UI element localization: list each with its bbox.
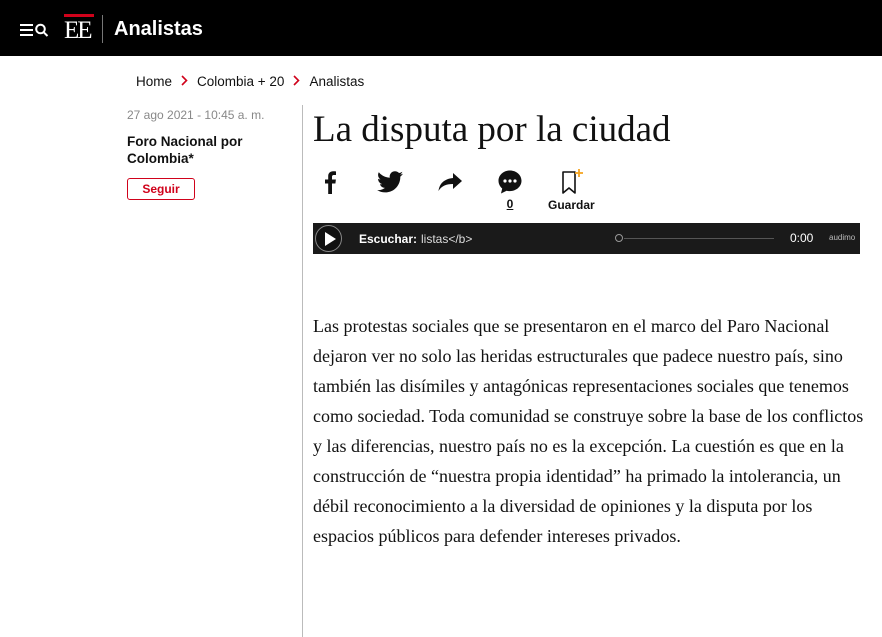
follow-button[interactable]: Seguir: [127, 178, 195, 200]
share-button[interactable]: [436, 168, 464, 196]
twitter-share-button[interactable]: [376, 168, 404, 196]
logo-text: EE: [64, 17, 91, 44]
play-icon: [323, 232, 337, 246]
save-button[interactable]: [558, 168, 586, 196]
player-brand[interactable]: audimo: [829, 233, 856, 242]
progress-track[interactable]: [624, 238, 774, 239]
comments-button[interactable]: [496, 168, 524, 196]
site-logo[interactable]: [64, 14, 94, 44]
progress-knob[interactable]: [615, 234, 623, 242]
breadcrumb: [136, 73, 364, 89]
comment-icon: [497, 169, 523, 195]
chevron-right-icon: [181, 73, 188, 89]
topbar-divider: [102, 15, 103, 43]
play-button[interactable]: [315, 225, 342, 252]
column-divider: [302, 105, 303, 637]
share-icon: [437, 172, 463, 192]
top-navigation-bar: [0, 0, 882, 56]
author-name[interactable]: Foro Nacional por Colombia*: [127, 134, 243, 166]
breadcrumb-analistas[interactable]: Analistas: [309, 73, 365, 89]
time-display: 0:00: [790, 231, 814, 245]
facebook-icon: [323, 170, 337, 194]
save-label[interactable]: Guardar: [548, 198, 595, 212]
menu-search-button[interactable]: [20, 20, 50, 40]
breadcrumb-colombia-20[interactable]: Colombia + 20: [197, 73, 285, 89]
listen-value: listas</b>: [421, 232, 473, 246]
comment-count[interactable]: 0: [506, 197, 514, 211]
listen-label: Escuchar:: [359, 232, 418, 246]
breadcrumb-home[interactable]: Home: [136, 73, 173, 89]
article-paragraph: Las protestas sociales que se presentaron en el marco del Paro Nacional dejaron ver no solo las heridas estructurales que padece nuestro país, sino también las disímiles y antagónicas representaciones sociales que tenemos como sociedad. Toda comunidad se construye sobre la base de los conflictos y las diferencias, nuestro país no es la excepción. La cuestión es que en la construcción de “nuestra propia identidad” ha primado la intolerancia, un débil reconocimiento a la diversidad de opiniones y la disputa por los espacios públicos para defender intereses privados.: [313, 316, 864, 546]
twitter-icon: [377, 171, 403, 193]
article-title: La disputa por la ciudad: [313, 109, 671, 150]
publish-date: 27 ago 2021 - 10:45 a. m.: [127, 108, 265, 122]
audio-player: [313, 223, 860, 254]
menu-search-icon: [20, 22, 50, 38]
section-title[interactable]: Analistas: [114, 18, 203, 40]
facebook-share-button[interactable]: [320, 168, 340, 196]
chevron-right-icon: [293, 73, 300, 89]
bookmark-icon: [558, 168, 586, 196]
